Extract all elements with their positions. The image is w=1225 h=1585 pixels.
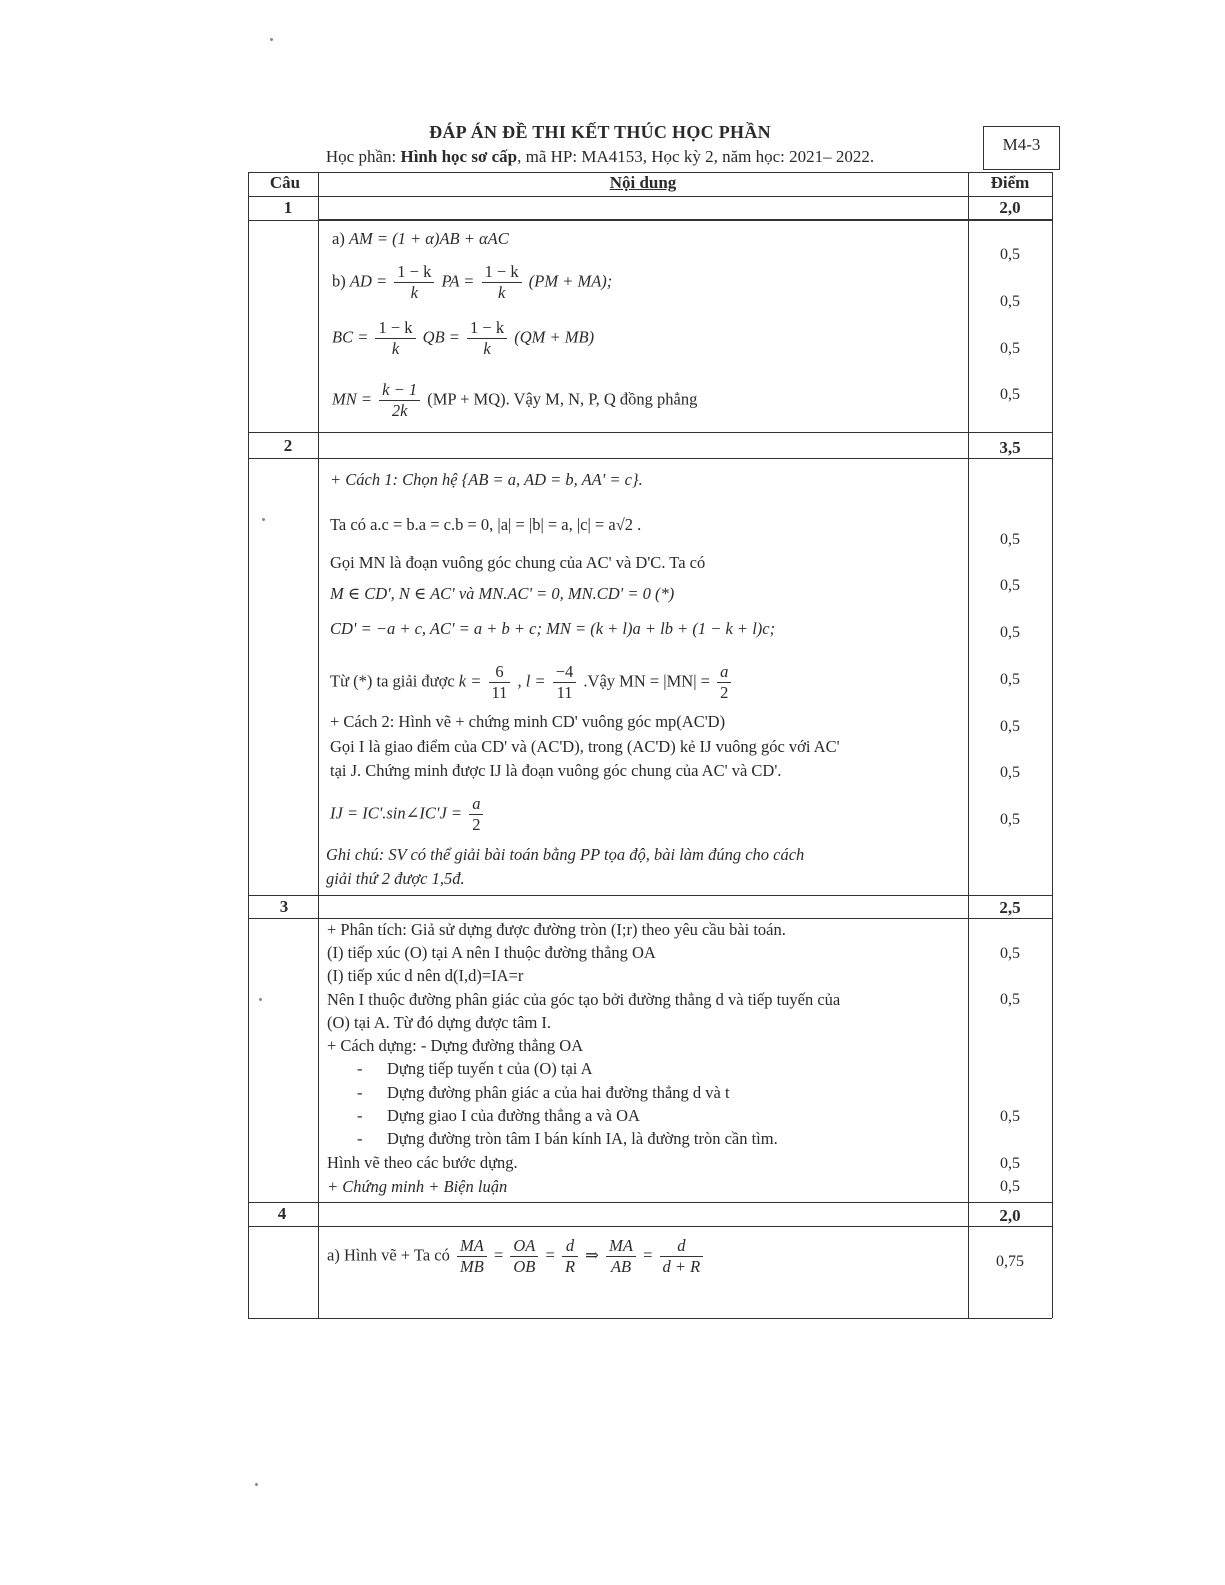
column-header-question: Câu xyxy=(269,173,301,192)
course-details: , mã HP: MA4153, Học kỳ 2, năm học: 2021– 2022. xyxy=(517,147,875,166)
q1-point-3: 0,5 xyxy=(1000,340,1020,357)
q1-point-2: 0,5 xyxy=(1000,293,1020,310)
q2-point-6: 0,5 xyxy=(1000,764,1020,781)
q3-dash-1: - xyxy=(357,1059,363,1078)
q2-note-line-1: Ghi chú: SV có thể giải bài toán bằng PP tọa độ, bài làm đúng cho cách xyxy=(326,845,805,864)
q2-line-8: Gọi I là giao điểm của CD' và (AC'D), trong (AC'D) kẻ IJ vuông góc với AC' xyxy=(330,737,840,756)
q3-point-1: 0,5 xyxy=(1000,945,1020,962)
column-header-content: Nội dung xyxy=(609,173,677,192)
q2-line-6-text: Từ (*) ta giải được xyxy=(330,671,455,691)
q4-eq-3: = xyxy=(643,1245,653,1265)
q3-line-11: Hình vẽ theo các bước dựng. xyxy=(327,1153,518,1172)
q2-l-eq: , l = xyxy=(517,671,546,691)
q1-b2-middle: QB = xyxy=(422,327,460,347)
q2-line-2: Ta có a.c = b.a = c.b = 0, |a| = |b| = a, |c| = a√2 . xyxy=(330,515,642,534)
question-4-number: 4 xyxy=(277,1204,287,1223)
q2-k-eq: k = xyxy=(458,671,482,691)
q2-point-4: 0,5 xyxy=(1000,671,1020,688)
q1-b1-denominator: k xyxy=(410,283,418,302)
q2-l-numerator: −4 xyxy=(553,662,577,683)
q1-b1-rest: (PM + MA); xyxy=(528,271,613,291)
q3-dash-4: - xyxy=(357,1129,363,1148)
q2-k-denominator: 11 xyxy=(491,683,508,702)
q2-a-numerator: a xyxy=(717,662,731,683)
q4-eq-1: = xyxy=(493,1245,504,1265)
course-info xyxy=(250,147,950,167)
q3-point-3: 0,5 xyxy=(1000,1108,1020,1125)
q2-line-6 xyxy=(330,662,734,703)
q4-frac4-num: MA xyxy=(606,1236,636,1257)
question-2-number: 2 xyxy=(283,436,293,455)
q2-ij-numerator: a xyxy=(469,794,483,815)
question-1-total: 2,0 xyxy=(999,198,1021,217)
q2-line-7: + Cách 2: Hình vẽ + chứng minh CD' vuông góc mp(AC'D) xyxy=(330,712,726,731)
scan-speck xyxy=(262,518,265,521)
q3-line-9: Dựng giao I của đường thẳng a và OA xyxy=(387,1106,640,1125)
q1-b2-numerator: 1 − k xyxy=(375,318,415,339)
q1-part-b-line2 xyxy=(332,318,594,359)
q2-a-denominator: 2 xyxy=(720,683,729,702)
q2-line-4: M ∈ CD', N ∈ AC' và MN.AC' = 0, MN.CD' = 0 (*) xyxy=(330,584,675,603)
q3-line-7: Dựng tiếp tuyến t của (O) tại A xyxy=(387,1059,593,1078)
q2-note-line-2: giải thứ 2 được 1,5đ. xyxy=(326,869,465,888)
q3-line-8: Dựng đường phân giác a của hai đường thẳng d và t xyxy=(387,1083,730,1102)
q2-l-denominator: 11 xyxy=(556,683,573,702)
q2-point-2: 0,5 xyxy=(1000,577,1020,594)
q2-line-10 xyxy=(330,794,486,835)
question-3-total: 2,5 xyxy=(999,898,1021,917)
q2-line-10-text: IJ = IC'.sin∠IC'J = xyxy=(330,803,463,823)
q3-line-10: Dựng đường tròn tâm I bán kính IA, là đường tròn cần tìm. xyxy=(387,1129,778,1148)
q3-point-2: 0,5 xyxy=(1000,991,1020,1008)
q1-b2-denominator: k xyxy=(391,339,400,358)
q3-dash-2: - xyxy=(357,1083,363,1102)
course-prefix: Học phần: xyxy=(325,147,401,166)
q1-point-4: 0,5 xyxy=(1000,386,1020,403)
q4-frac5-num: d xyxy=(660,1236,704,1257)
q3-line-2: (I) tiếp xúc (O) tại A nên I thuộc đường thẳng OA xyxy=(327,943,656,962)
q1-part-a xyxy=(332,229,509,249)
q4-eq-2: = xyxy=(545,1245,555,1265)
q1-b3-lhs: MN = xyxy=(332,389,373,409)
q4-frac2-den: OB xyxy=(513,1257,536,1276)
question-1-number: 1 xyxy=(283,198,293,217)
q3-point-4: 0,5 xyxy=(1000,1155,1020,1172)
q1-b2-lhs: BC = xyxy=(332,327,369,347)
q2-k-numerator: 6 xyxy=(489,662,511,683)
q2-point-7: 0,5 xyxy=(1000,811,1020,828)
question-2-total: 3,5 xyxy=(999,438,1021,457)
q3-line-3: (I) tiếp xúc d nên d(I,d)=IA=r xyxy=(327,966,524,985)
q1-part-b-line3 xyxy=(332,380,697,421)
q1-b1-lhs: AD = xyxy=(349,271,388,291)
q2-point-5: 0,5 xyxy=(1000,718,1020,735)
q3-line-12: + Chứng minh + Biện luận xyxy=(327,1177,508,1196)
q3-point-5: 0,5 xyxy=(1000,1178,1020,1195)
column-header-points: Điểm xyxy=(990,173,1030,192)
q1-b2-denominator-2: k xyxy=(483,339,491,358)
q1-b3-denominator: 2k xyxy=(391,401,408,420)
q4-point-1: 0,75 xyxy=(996,1253,1024,1270)
q2-line-9: tại J. Chứng minh được IJ là đoạn vuông góc chung của AC' và CD'. xyxy=(330,761,782,780)
question-3-number: 3 xyxy=(279,897,289,916)
q1-b2-rest: (QM + MB) xyxy=(514,327,595,347)
q1-b1-denominator-2: k xyxy=(497,283,506,302)
q2-point-1: 0,5 xyxy=(1000,531,1020,548)
exam-code-box: M4-3 xyxy=(983,126,1060,170)
q4-part-a xyxy=(327,1236,706,1277)
q1-b3-numerator: k − 1 xyxy=(379,380,420,401)
document-title: ĐÁP ÁN ĐỀ THI KẾT THÚC HỌC PHẦN xyxy=(429,122,771,142)
q4-frac3-den: R xyxy=(564,1257,576,1276)
q1-b1-numerator: 1 − k xyxy=(394,262,434,283)
scan-speck xyxy=(255,1483,258,1486)
q4-frac1-den: MB xyxy=(459,1257,484,1276)
q1-point-1: 0,5 xyxy=(1000,246,1020,263)
q3-line-5: (O) tại A. Từ đó dựng được tâm I. xyxy=(327,1013,552,1032)
q2-line-1 xyxy=(330,470,643,490)
q1-b2-numerator-2: 1 − k xyxy=(467,318,507,339)
q2-line-3: Gọi MN là đoạn vuông góc chung của AC' và D'C. Ta có xyxy=(330,553,706,572)
q4-frac4-den: AB xyxy=(610,1257,632,1276)
question-4-total: 2,0 xyxy=(999,1206,1021,1225)
q2-mn-text: .Vậy MN = |MN| = xyxy=(583,671,710,691)
course-name: Hình học sơ cấp xyxy=(400,147,518,166)
q1-b-label: b) xyxy=(332,271,346,291)
q4-frac2-num: OA xyxy=(510,1236,538,1257)
q4-frac1-num: MA xyxy=(457,1236,487,1257)
q4-implies: ⇒ xyxy=(585,1245,599,1265)
q1-part-b-line1 xyxy=(332,262,612,303)
q4-frac3-num: d xyxy=(562,1236,578,1257)
q1-b1-numerator-2: 1 − k xyxy=(482,262,522,283)
q1-b3-rest: (MP + MQ). Vậy M, N, P, Q đồng phẳng xyxy=(427,389,698,409)
q2-point-3: 0,5 xyxy=(1000,624,1020,641)
q1-b1-middle: PA = xyxy=(441,271,475,291)
scan-speck xyxy=(259,998,262,1001)
q3-line-6: + Cách dựng: - Dựng đường thẳng OA xyxy=(327,1036,584,1055)
q1-a-expression: AM = (1 + α)AB + αAC xyxy=(348,229,509,248)
q2-line-1-text: + Cách 1: Chọn hệ {AB = a, AD = b, AA' = c}. xyxy=(330,470,643,489)
q4-a-prefix: a) Hình vẽ + Ta có xyxy=(327,1245,450,1265)
q3-line-1: + Phân tích: Giả sử dựng được đường tròn (I;r) theo yêu cầu bài toán. xyxy=(327,920,786,939)
scan-speck xyxy=(270,38,273,41)
q1-a-label: a) xyxy=(332,229,345,248)
q2-line-5: CD' = −a + c, AC' = a + b + c; MN = (k + l)a + lb + (1 − k + l)c; xyxy=(330,619,776,638)
q3-dash-3: - xyxy=(357,1106,363,1125)
q2-ij-denominator: 2 xyxy=(472,815,481,834)
q3-line-4: Nên I thuộc đường phân giác của góc tạo bởi đường thẳng d và tiếp tuyến của xyxy=(327,990,841,1009)
q4-frac5-den: d + R xyxy=(662,1257,701,1276)
